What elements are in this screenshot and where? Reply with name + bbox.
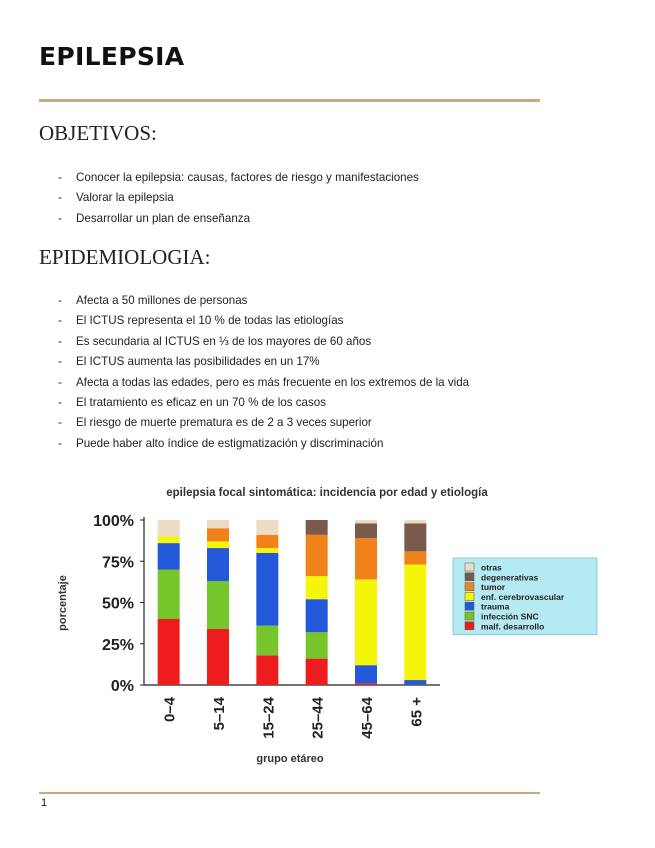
bar-segment: [256, 626, 278, 656]
bar-segment: [158, 619, 180, 685]
legend-swatch: [465, 602, 474, 610]
list-item: [58, 413, 469, 433]
x-tick-label: 15–24: [260, 697, 278, 739]
list-item-text: Valorar la epilepsia: [76, 191, 174, 205]
bar-segment: [256, 548, 278, 553]
list-item-text: Puede haber alto índice de estigmatización y discriminación: [76, 436, 384, 450]
list-item: [58, 352, 469, 372]
bullet-dash: -: [58, 211, 62, 225]
legend-label: tumor: [481, 582, 506, 593]
x-tick-label: 25–44: [309, 697, 327, 739]
bar-segment: [207, 581, 229, 629]
bar-segment: [158, 543, 180, 569]
bullet-dash: -: [58, 436, 62, 450]
bar-segment: [355, 520, 377, 523]
bar-segment: [404, 680, 426, 685]
x-tick-label: 0–4: [161, 697, 179, 723]
page-number: 1: [41, 797, 48, 809]
legend-label: trauma: [481, 601, 510, 612]
list-item-text: El ICTUS aumenta las posibilidades en un 17%: [76, 355, 320, 369]
bar-segment: [355, 523, 377, 538]
chart-title: epilepsia focal sintomática: incidencia por edad y etiología: [166, 487, 488, 499]
legend-label: malf. desarrollo: [481, 621, 545, 632]
bullet-dash: -: [58, 314, 62, 328]
bar-segment: [306, 599, 328, 632]
bar-segment: [355, 579, 377, 665]
bar-segment: [306, 659, 328, 685]
list-item-text: Afecta a 50 millones de personas: [76, 294, 248, 307]
y-tick-label: 25%: [101, 636, 134, 654]
bar-segment: [404, 520, 426, 523]
bullet-dash: -: [58, 334, 62, 348]
bar-segment: [207, 520, 229, 528]
y-tick-label: 75%: [101, 554, 134, 572]
bar-segment: [355, 665, 377, 683]
list-item-text: El ICTUS representa el 10 % de todas las etiologías: [76, 314, 344, 328]
legend-swatch: [465, 563, 474, 571]
objetivos-heading: OBJETIVOS:: [39, 121, 157, 145]
legend-swatch: [465, 612, 474, 620]
y-tick-label: 50%: [101, 595, 134, 613]
list-item: [58, 434, 469, 454]
x-tick-label: 45–64: [359, 697, 376, 739]
legend-label: degenerativas: [481, 572, 539, 583]
top-divider: [39, 99, 540, 102]
incidence-chart: [50, 478, 605, 770]
objetivos-list: [58, 168, 419, 229]
x-tick-label: 65 +: [408, 697, 426, 727]
list-item-text: Es secundaria al ICTUS en ⅓ de los mayores de 60 años: [76, 334, 372, 348]
bar-segment: [306, 632, 328, 658]
bar-segment: [355, 538, 377, 579]
bullet-dash: -: [58, 191, 62, 205]
bullet-dash: -: [58, 355, 62, 369]
bar-segment: [306, 535, 328, 576]
bar-segment: [256, 553, 278, 626]
bar-segment: [404, 523, 426, 551]
bar-segment: [207, 528, 229, 541]
bullet-dash: -: [58, 395, 62, 409]
epidemiologia-list: [58, 291, 469, 454]
legend-swatch: [465, 622, 474, 630]
bar-segment: [404, 565, 426, 681]
list-item: [58, 209, 419, 229]
y-tick-label: 100%: [93, 513, 134, 530]
list-item: [58, 188, 419, 208]
bar-segment: [306, 576, 328, 599]
bar-segment: [306, 520, 328, 535]
document-title: EPILEPSIA: [39, 42, 185, 71]
bar-segment: [404, 551, 426, 564]
x-axis-label: grupo etáreo: [256, 753, 324, 765]
bar-segment: [355, 683, 377, 685]
list-item: [58, 311, 469, 331]
bullet-dash: -: [58, 416, 62, 430]
list-item-text: El riesgo de muerte prematura es de 2 a 3 veces superior: [76, 416, 372, 430]
legend-label: infección SNC: [481, 611, 539, 622]
footer-divider: [39, 792, 540, 794]
bar-segment: [207, 629, 229, 685]
bullet-dash: -: [58, 375, 62, 389]
list-item-text: Conocer la epilepsia: causas, factores de riesgo y manifestaciones: [76, 171, 419, 184]
y-axis-label: porcentaje: [57, 575, 69, 631]
plot-area: [93, 513, 440, 739]
legend-label: otras: [481, 562, 502, 573]
bullet-dash: -: [58, 171, 62, 184]
list-item: [58, 373, 469, 393]
y-tick-label: 0%: [110, 678, 134, 695]
list-item-text: El tratamiento es eficaz en un 70 % de los casos: [76, 395, 327, 409]
list-item: [58, 332, 469, 352]
list-item: [58, 168, 419, 188]
list-item-text: Afecta a todas las edades, pero es más frecuente en los extremos de la vida: [76, 375, 470, 389]
x-tick-label: 5–14: [211, 697, 228, 731]
legend-swatch: [465, 573, 474, 581]
list-item-text: Desarrollar un plan de enseñanza: [76, 211, 251, 225]
bullet-dash: -: [58, 294, 62, 307]
legend-swatch: [465, 592, 474, 600]
bar-segment: [158, 570, 180, 620]
bar-segment: [158, 537, 180, 544]
bar-segment: [256, 655, 278, 685]
list-item: [58, 393, 469, 413]
bar-segment: [256, 535, 278, 548]
bar-segment: [158, 520, 180, 537]
chart-legend: [453, 558, 597, 635]
legend-label: enf. cerebrovascular: [481, 591, 565, 602]
bar-segment: [207, 548, 229, 581]
bar-segment: [256, 520, 278, 535]
legend-swatch: [465, 583, 474, 591]
epidemiologia-heading: EPIDEMIOLOGIA:: [39, 245, 211, 269]
list-item: [58, 291, 469, 311]
bar-segment: [207, 541, 229, 548]
